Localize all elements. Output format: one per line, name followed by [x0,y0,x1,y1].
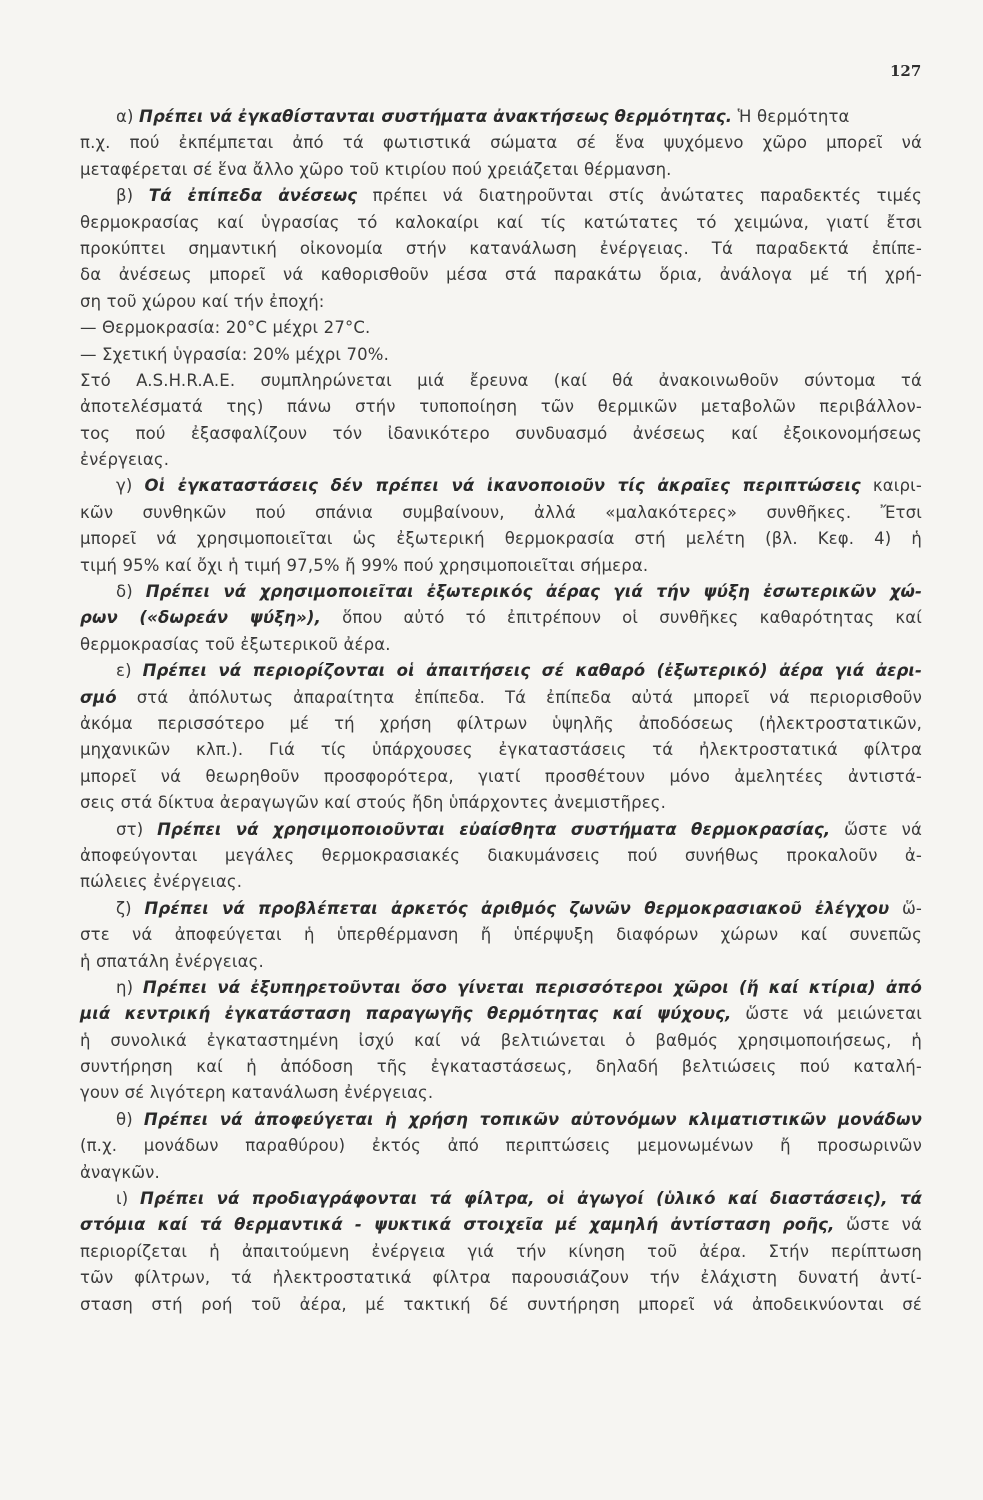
text-line [80,764,922,790]
text-line [80,526,922,552]
text-line [80,130,922,156]
body-text: μπορεῖ νά χρησιμοποιεῖται ὡς ἐξωτερική θερμοκρασία στή μελέτη (βλ. Κεφ. 4) ἡ [80,529,922,549]
emphasized-heading-text: Πρέπει νά ἐξυπηρετοῦνται ὅσο γίνεται περισσότεροι χῶροι (ἤ καί κτίρια) ἀπό [142,977,922,997]
body-text: ἀποτελέσματά της) πάνω στήν τυποποίηση τῶν θερμικῶν μεταβολῶν περιβάλλον- [80,397,922,417]
body-text: ἡ συνολικά ἐγκαταστημένη ἰσχύ καί νά βελτιώνεται ὁ βαθμός χρησιμοποιήσεως, ἡ [80,1030,922,1050]
body-text: στ) [116,819,158,839]
emphasized-heading-text: Οἱ ἐγκαταστάσεις δέν πρέπει νά ἱκανοποιοῦν τίς ἀκραῖες περιπτώσεις [144,476,861,496]
body-text: ἡ σπατάλη ἐνέργειας. [80,951,264,971]
text-line [80,553,922,579]
body-text: η) [116,977,143,997]
body-text: πώλειες ἐνέργειας. [80,872,243,892]
body-text: ζ) [116,898,145,918]
text-line [80,236,922,262]
text-line [80,975,922,1001]
text-line [80,1265,922,1291]
text-line [80,1292,922,1318]
body-text: π.χ. πού ἐκπέμπεται ἀπό τά φωτιστικά σώματα σέ ἕνα ψυχόμενο χῶρο μπορεῖ νά [80,133,922,153]
text-line [80,605,922,631]
body-text: τος πού ἐξασφαλίζουν τόν ἰδανικότερο συνδυασμό ἀνέσεως καί ἐξοικονομήσεως [80,423,922,443]
body-text: ὅπου αὐτό τό ἐπιτρέπουν οἱ συνθῆκες καθαρότητας καί [321,608,922,628]
body-text: γ) [116,476,145,496]
text-line [80,579,922,605]
text-line [80,1239,922,1265]
body-text: — Θερμοκρασία: 20°C μέχρι 27°C. [80,318,371,338]
text-line [80,473,922,499]
text-line [80,1054,922,1080]
body-text: τῶν φίλτρων, τά ἠλεκτροστατικά φίλτρα παρουσιάζουν τήν ἐλάχιστη δυνατή ἀντί- [80,1268,922,1288]
text-line [80,447,922,473]
body-text: Ἡ θερμότητα [732,107,850,126]
emphasized-heading-text: Πρέπει νά ἐγκαθίστανται συστήματα ἀνακτήσεως θερμότητας. [139,107,733,126]
body-text: β) [116,186,149,206]
emphasized-heading-text: στόμια καί τά θερμαντικά - ψυκτικά στοιχεῖα μέ χαμηλή ἀντίσταση ροῆς, [80,1215,835,1235]
body-text: προκύπτει σημαντική οἰκονομία στήν κατανάλωση ἐνέργειας. Τά παραδεκτά ἐπίπε- [80,238,922,258]
body-text: σταση στή ροή τοῦ ἀέρα, μέ τακτική δέ συντήρηση μπορεῖ νά ἀποδεικνύονται σέ [80,1294,922,1314]
text-line [80,685,922,711]
body-text: πρέπει νά διατηροῦνται στίς ἀνώτατες παραδεκτές τιμές [357,186,922,206]
body-text: Στό A.S.H.R.A.E. συμπληρώνεται μιά ἔρευνα (καί θά ἀνακοινωθοῦν σύντομα τά [80,370,922,390]
body-text: γουν σέ λιγότερη κατανάλωση ἐνέργειας. [80,1083,434,1103]
body-text: ὥ- [889,898,923,918]
body-text: ἀποφεύγονται μεγάλες θερμοκρασιακές διακυμάνσεις πού συνήθως προκαλοῦν ἀ- [80,845,922,865]
body-text: ι) [116,1189,141,1209]
text-line [80,368,922,394]
text-line [80,104,922,130]
body-text: δα ἀνέσεως μπορεῖ νά καθορισθοῦν μέσα στά παρακάτω ὅρια, ἀνάλογα μέ τή χρή- [80,265,922,285]
text-line [80,421,922,447]
text-line [80,289,922,315]
body-text: ση τοῦ χώρου καί τήν ἐποχή: [80,291,325,311]
body-text: ὥστε νά [834,1215,922,1235]
text-line [80,1212,922,1238]
body-text: δ) [116,582,146,602]
text-line [80,210,922,236]
text-line [80,711,922,737]
emphasized-heading-text: Πρέπει νά χρησιμοποιεῖται ἐξωτερικός ἀέρας γιά τήν ψύξη ἐσωτερικῶν χώ- [145,582,922,602]
body-text: θ) [116,1109,144,1129]
text-line [80,869,922,895]
text-line [80,1080,922,1106]
text-line [80,1107,922,1133]
text-line [80,632,922,658]
text-line [80,315,922,341]
emphasized-heading-text: Πρέπει νά χρησιμοποιοῦνται εὐαίσθητα συστήματα θερμοκρασίας, [157,819,831,839]
text-line [80,843,922,869]
body-text: ε) [116,661,143,681]
text-line [80,1028,922,1054]
text-line [80,342,922,368]
text-line [80,922,922,948]
body-text: α) [116,107,140,126]
body-text: μεταφέρεται σέ ἕνα ἄλλο χῶρο τοῦ κτιρίου πού χρειάζεται θέρμανση. [80,159,672,179]
text-line [80,949,922,975]
body-text: συντήρηση καί ἡ ἀπόδοση τῆς ἐγκαταστάσεως, δηλαδή βελτιώσεις πού καταλή- [80,1057,922,1077]
body-text: τιμή 95% καί ὄχι ἡ τιμή 97,5% ἤ 99% πού χρησιμοποιεῖται σήμερα. [80,555,649,575]
body-text: κῶν συνθηκῶν πού σπάνια συμβαίνουν, ἀλλά «μαλακότερες» συνθῆκες. Ἔτσι [80,502,922,522]
text-line [80,262,922,288]
page-text-body [80,104,922,1318]
body-text: στε νά ἀποφεύγεται ἡ ὑπερθέρμανση ἤ ὑπέρψυξη διαφόρων χώρων καί συνεπῶς [80,925,922,945]
emphasized-heading-text: Πρέπει νά προβλέπεται ἀρκετός ἀριθμός ζωνῶν θερμοκρασιακοῦ ἐλέγχου [144,898,890,918]
text-line [80,1001,922,1027]
emphasized-heading-text: Πρέπει νά προδιαγράφονται τά φίλτρα, οἱ ἀγωγοί (ὑλικό καί διαστάσεις), τά [140,1189,922,1209]
text-line [80,817,922,843]
body-text: σεις στά δίκτυα ἀεραγωγῶν καί στούς ἤδη ὑπάρχοντες ἀνεμιστῆρες. [80,793,666,813]
body-text: θερμοκρασίας τοῦ ἐξωτερικοῦ ἀέρα. [80,634,391,654]
body-text: στά ἀπόλυτως ἀπαραίτητα ἐπίπεδα. Τά ἐπίπεδα αὐτά μπορεῖ νά περιορισθοῦν [116,687,922,707]
body-text: μηχανικῶν κλπ.). Γιά τίς ὑπάρχουσες ἐγκαταστάσεις τά ἠλεκτροστατικά φίλτρα [80,740,922,760]
text-line [80,183,922,209]
text-line [80,896,922,922]
text-line [80,1160,922,1186]
text-line [80,1133,922,1159]
body-text: — Σχετική ὑγρασία: 20% μέχρι 70%. [80,344,389,364]
body-text: μπορεῖ νά θεωρηθοῦν προσφορότερα, γιατί προσθέτουν μόνο ἀμελητέες ἀντιστά- [80,766,922,786]
body-text: ἀναγκῶν. [80,1162,160,1182]
body-text: ὥστε νά μειώνεται [731,1004,922,1024]
emphasized-heading-text: μιά κεντρική ἐγκατάσταση παραγωγῆς θερμότητας καί ψύχους, [80,1004,732,1024]
emphasized-heading-text: ρων («δωρεάν ψύξη»), [80,608,322,628]
text-line [80,658,922,684]
body-text: θερμοκρασίας καί ὑγρασίας τό καλοκαίρι καί τίς κατώτατες τό χειμώνα, γιατί ἔτσι [80,212,922,232]
text-line [80,500,922,526]
body-text: καιρι- [860,476,922,496]
text-line [80,394,922,420]
body-text: (π.χ. μονάδων παραθύρου) ἐκτός ἀπό περιπτώσεις μεμονωμένων ἤ προσωρινῶν [80,1136,922,1156]
emphasized-heading-text: Τά ἐπίπεδα ἀνέσεως [148,186,358,206]
emphasized-heading-text: Πρέπει νά ἀποφεύγεται ἡ χρήση τοπικῶν αὐτονόμων κλιματιστικῶν μονάδων [143,1109,922,1129]
emphasized-heading-text: Πρέπει νά περιορίζονται οἱ ἀπαιτήσεις σέ καθαρό (ἐξωτερικό) ἀέρα γιά ἀερι- [142,661,922,681]
body-text: ὥστε νά [830,819,922,839]
body-text: περιορίζεται ἡ ἀπαιτούμενη ἐνέργεια γιά τήν κίνηση τοῦ ἀέρα. Στήν περίπτωση [80,1241,922,1261]
text-line [80,1186,922,1212]
emphasized-heading-text: σμό [80,687,117,707]
text-line [80,157,922,183]
body-text: ἐνέργειας. [80,450,170,470]
page-number: 127 [890,62,922,80]
text-line [80,737,922,763]
body-text: ἀκόμα περισσότερο μέ τή χρήση φίλτρων ὑψηλῆς ἀποδόσεως (ἠλεκτροστατικῶν, [80,713,922,733]
text-line [80,790,922,816]
